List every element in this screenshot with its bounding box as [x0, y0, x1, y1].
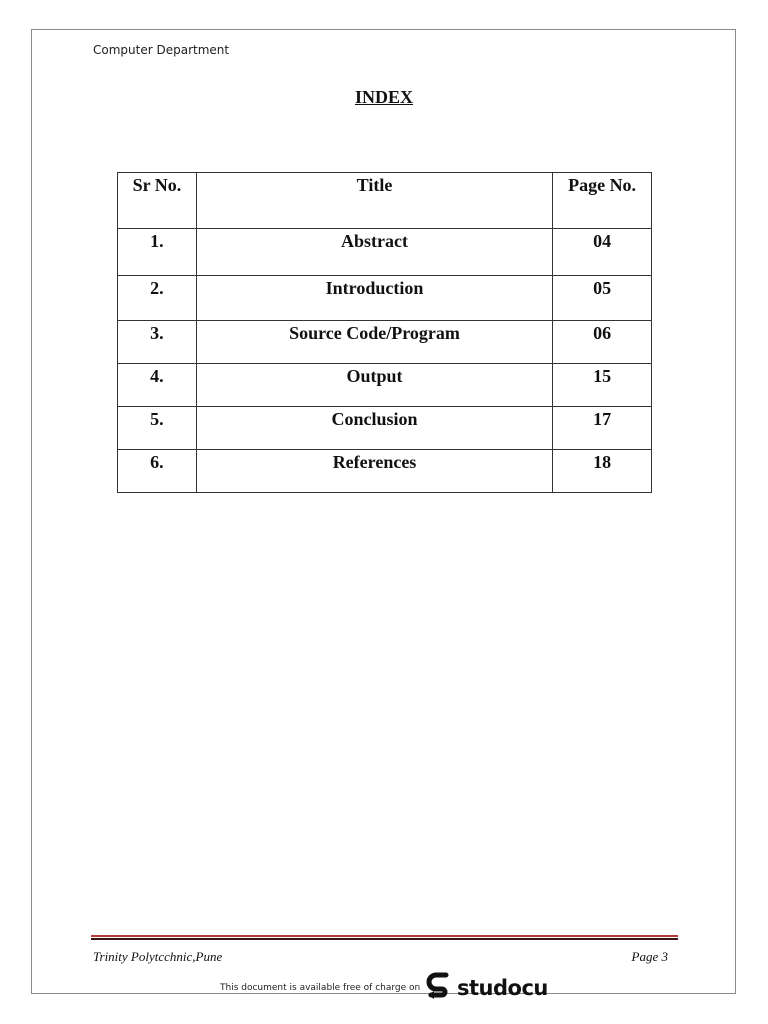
row-sr-no: 3. [118, 321, 197, 364]
row-title: Source Code/Program [196, 321, 552, 364]
footer-rule-top [91, 935, 678, 937]
row-page-no: 06 [553, 321, 652, 364]
header-page-no: Page No. [553, 173, 652, 229]
footer-rule-bottom [91, 938, 678, 940]
row-sr-no: 2. [118, 276, 197, 321]
studocu-logo[interactable] [425, 972, 555, 1004]
table-row [118, 450, 652, 493]
footer-page-number: Page 3 [631, 949, 668, 964]
header-sr-no: Sr No. [118, 173, 197, 229]
row-title: References [196, 450, 552, 493]
page-header: Computer Department [93, 43, 230, 57]
table-row [118, 364, 652, 407]
row-page-no: 17 [553, 407, 652, 450]
row-page-no: 15 [553, 364, 652, 407]
row-sr-no: 6. [118, 450, 197, 493]
row-title: Introduction [196, 276, 552, 321]
row-title: Conclusion [196, 407, 552, 450]
row-sr-no: 1. [118, 229, 197, 276]
row-title: Abstract [196, 229, 552, 276]
studocu-availability-note: This document is available free of charge on [220, 983, 421, 993]
index-table [117, 172, 652, 493]
row-page-no: 05 [553, 276, 652, 321]
table-row [118, 276, 652, 321]
table-row [118, 321, 652, 364]
row-page-no: 04 [553, 229, 652, 276]
studocu-brand: studocu [457, 976, 548, 1000]
table-row [118, 229, 652, 276]
row-page-no: 18 [553, 450, 652, 493]
page-title: INDEX [354, 87, 413, 107]
row-sr-no: 4. [118, 364, 197, 407]
footer-institute: Trinity Polytcchnic,Pune [93, 949, 223, 964]
table-row [118, 407, 652, 450]
row-sr-no: 5. [118, 407, 197, 450]
table-header-row [118, 173, 652, 229]
header-title: Title [196, 173, 552, 229]
row-title: Output [196, 364, 552, 407]
studocu-logo-icon [425, 971, 455, 1006]
